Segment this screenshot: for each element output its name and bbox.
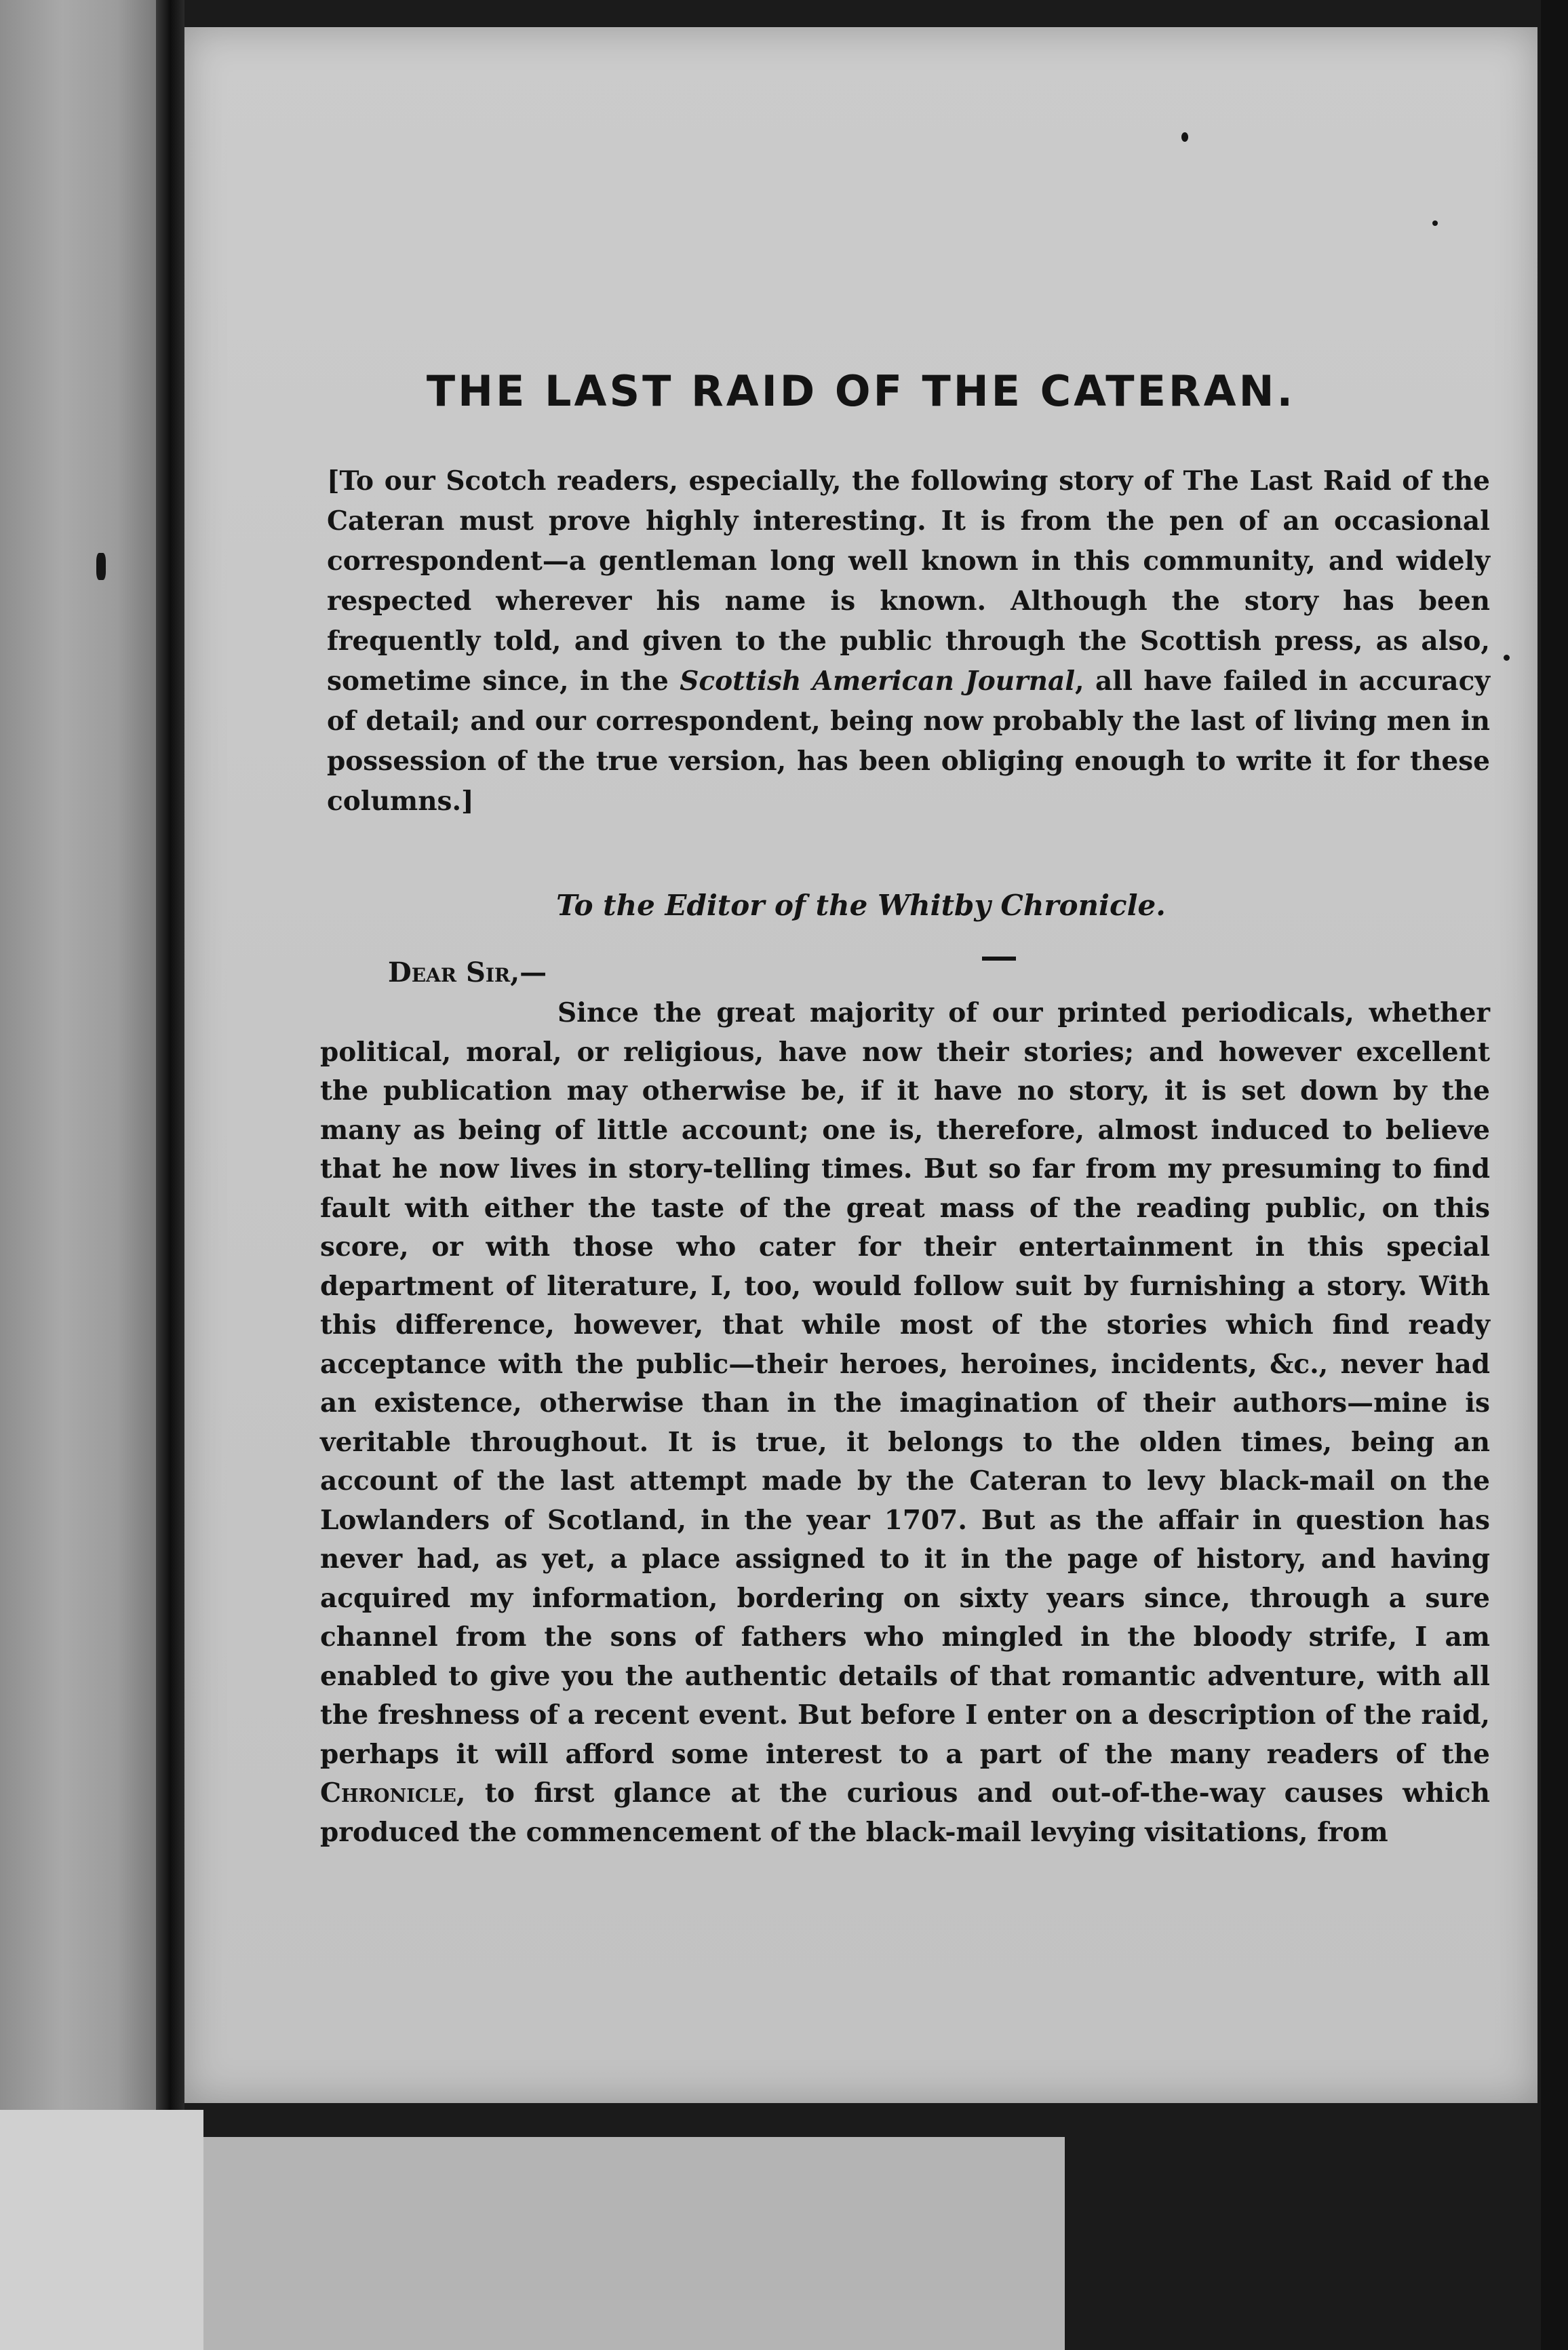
chronicle-name: Chronicle (320, 1777, 456, 1809)
editor-address: To the Editor of the Whitby Chronicle. (556, 889, 1166, 922)
intro-text-2: , all have failed in accuracy of detail; and our correspondent, being now probably the last of living men in possession of the true version, has been obliging enough to write it for these columns.] (327, 666, 1490, 817)
book-gutter (156, 0, 184, 2350)
left-paper-tab (0, 2110, 203, 2350)
body-text-2: , to first glance at the curious and out-of-the-way causes which produced the commencement of the black-mail levying visitations, from (320, 1777, 1490, 1848)
right-edge (1541, 0, 1568, 2350)
intro-text-1: [To our Scotch readers, especially, the following story of The Last Raid of the Cateran must prove highly interesting. It is from the pen of an occasional correspondent—a gentleman long well known in this community, and widely respected wherever his name is known. Although the story has been frequently told, and given to the public through the Scottish press, as also, sometime since, in the (327, 465, 1490, 697)
page-title: THE LAST RAID OF THE CATERAN. (426, 366, 1296, 416)
body-text-1: Since the great majority of our printed periodicals, whether political, moral, or religious, have now their stories; and however excellent the publication may otherwise be, if it have no story, it is set down by the many as being of little account; one is, therefore, almost induced to believe that he now lives in story-telling times. But so far from my presuming to find fault with either the taste of the great mass of the reading public, on this score, or with those who cater for their entertainment in this special department of literature, I, too, would follow suit by furnishing a story. With this difference, however, that while most of the stories which find ready acceptance with the public—their heroes, heroines, incidents, &c., never had an existence, otherwise than in the imagination of their authors—mine is veritable throughout. It is true, it belongs to the olden times, being an account of the last attempt made by the Cateran to levy black-mail on the Lowlanders of Scotland, in the year 1707. But as the affair in question has never had, as yet, a place assigned to it in the page of history, and having acquired my information, bordering on sixty years since, through a sure channel from the sons of fathers who mingled in the bloody strife, I am enabled to give you the authentic details of that romantic adventure, with all the freshness of a recent event. But before I enter on a description of the raid, perhaps it will afford some interest to a part of the many readers of the (320, 997, 1490, 1770)
salutation: Dear Sir,— (388, 957, 547, 988)
ink-speck (96, 553, 106, 580)
separator-rule (982, 957, 1016, 961)
journal-name: Scottish American Journal (680, 666, 1076, 697)
bottom-paper-slip (203, 2137, 1065, 2350)
letter-body (320, 994, 1490, 1852)
intro-paragraph (327, 461, 1490, 822)
ink-speck (1181, 132, 1188, 142)
ink-speck (1432, 220, 1438, 226)
facing-page (0, 0, 156, 2350)
ink-speck (1504, 655, 1510, 661)
document-page (184, 27, 1537, 2103)
